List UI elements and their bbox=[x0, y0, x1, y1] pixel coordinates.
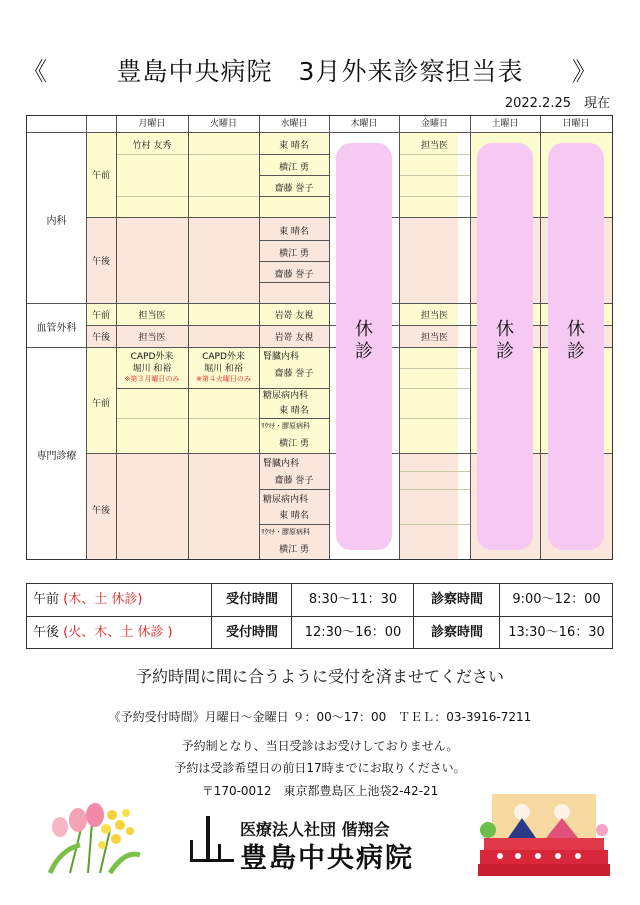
hours-am-reception: 8:30～11：30 bbox=[291, 584, 414, 616]
period-senmon-pm: 午後 bbox=[91, 506, 110, 516]
reception-message: 予約時間に間に合うように受付を済ませてください bbox=[135, 667, 504, 686]
thu-closed-capsule bbox=[336, 143, 392, 550]
title-close-bracket: 》 bbox=[572, 57, 599, 86]
hours-pm-reception: 12:30～16：00 bbox=[291, 617, 414, 649]
kekkan-mon-am: 担当医 bbox=[138, 311, 166, 321]
naika-wed-am-3: 齋藤 誉子 bbox=[274, 184, 314, 194]
senmon-mon-note: ※第３月曜日のみ bbox=[124, 375, 180, 383]
row-line bbox=[399, 471, 470, 472]
naika-wed-pm-2: 横江 勇 bbox=[279, 249, 309, 259]
sun-closed-capsule bbox=[548, 143, 604, 550]
senmon-tue-note: ※第４火曜日のみ bbox=[196, 375, 251, 383]
header-wed: 水曜日 bbox=[280, 119, 308, 129]
naika-fri-am: 担当医 bbox=[420, 141, 448, 151]
row-line bbox=[259, 240, 329, 241]
schedule-table bbox=[26, 115, 613, 560]
naika-wed-pm-1: 東 晴名 bbox=[279, 227, 309, 237]
as-of-date: 2022.2.25 現在 bbox=[504, 96, 610, 111]
hours-pm-label: 午後 (火、木、土 休診 ) bbox=[33, 625, 173, 640]
senmon-wed-am-dept-1: 腎臓内科 bbox=[263, 352, 300, 362]
flowers-illustration bbox=[30, 795, 148, 875]
senmon-wed-pm-doc-3: 横江 勇 bbox=[279, 545, 309, 555]
title-open-bracket: 《 bbox=[22, 57, 49, 86]
hours-table bbox=[26, 583, 613, 649]
senmon-wed-pm-doc-1: 齋藤 誉子 bbox=[274, 476, 314, 486]
logo-hospital-name: 豊島中央病院 bbox=[240, 843, 414, 874]
reservation-info: 《予約受付時間》月曜日～金曜日 ９：00～17：00 ＴＥＬ：03-3916-7211 bbox=[108, 710, 532, 724]
header-thu: 木曜日 bbox=[350, 119, 378, 129]
header-fri: 金曜日 bbox=[420, 119, 448, 129]
dept-senmon: 専門診療 bbox=[36, 451, 77, 462]
hours-am-closed: (木、土 休診) bbox=[63, 592, 143, 607]
sat-closed-text: 休 診 bbox=[496, 319, 514, 362]
row-line bbox=[399, 175, 470, 176]
row-line bbox=[399, 524, 470, 525]
senmon-wed-am-dept-2: 糖尿病内科 bbox=[263, 391, 309, 401]
hours-am-exam-label: 診察時間 bbox=[413, 584, 500, 616]
hours-row-pm bbox=[27, 617, 612, 649]
row-line bbox=[259, 261, 329, 262]
page-title bbox=[0, 52, 640, 88]
kekkan-wed-pm: 岩嵜 友視 bbox=[274, 333, 314, 343]
header-divider bbox=[27, 132, 612, 133]
row-line bbox=[399, 196, 470, 197]
row-line bbox=[399, 154, 470, 155]
col-line bbox=[540, 116, 541, 559]
kekkan-fri-pm: 担当医 bbox=[420, 333, 448, 343]
period-kekkan-am: 午前 bbox=[91, 311, 110, 321]
hours-am-label: 午前 (木、土 休診) bbox=[33, 592, 143, 607]
thu-closed-text: 休 診 bbox=[355, 319, 373, 362]
hours-pm-reception-label: 受付時間 bbox=[211, 617, 292, 649]
period-naika-pm: 午後 bbox=[91, 257, 110, 267]
row-line bbox=[259, 154, 329, 155]
senmon-wed-am-doc-3: 横江 勇 bbox=[279, 439, 309, 449]
row-line bbox=[399, 418, 470, 419]
naika-wed-pm-3: 齋藤 誉子 bbox=[274, 270, 314, 280]
row-line bbox=[259, 418, 329, 419]
row-line bbox=[399, 388, 470, 389]
senmon-wed-am-doc-1: 齋藤 誉子 bbox=[274, 369, 314, 379]
hospital-logo-mark bbox=[186, 812, 236, 868]
senmon-tue-dept: CAPD外来 bbox=[202, 352, 245, 362]
kekkan-fri-am: 担当医 bbox=[420, 311, 448, 321]
header-tue: 火曜日 bbox=[209, 119, 237, 129]
row-line bbox=[399, 368, 470, 369]
senmon-wed-am-dept-3: ﾘｳﾏﾁ・膠原病科 bbox=[261, 422, 310, 430]
hours-am-exam: 9:00～12：00 bbox=[499, 584, 613, 616]
senmon-wed-pm-dept-1: 腎臓内科 bbox=[263, 459, 300, 469]
senmon-wed-pm-dept-2: 糖尿病内科 bbox=[263, 495, 309, 505]
sat-closed-capsule bbox=[477, 143, 533, 550]
notice-walkin: 予約制となり、当日受診はお受けしておりません。 bbox=[181, 739, 459, 753]
senmon-wed-pm-dept-3: ﾘｳﾏﾁ・膠原病科 bbox=[261, 528, 310, 536]
senmon-mon-dept: CAPD外来 bbox=[130, 352, 174, 362]
hours-pm-exam-label: 診察時間 bbox=[413, 617, 500, 649]
period-senmon-am: 午前 bbox=[91, 399, 110, 409]
sun-closed-text: 休 診 bbox=[567, 319, 585, 362]
hours-pm-closed: (火、木、土 休診 ) bbox=[63, 625, 173, 640]
header-mon: 月曜日 bbox=[138, 119, 166, 129]
row-line bbox=[259, 282, 329, 283]
senmon-wed-pm-doc-2: 東 晴名 bbox=[279, 511, 309, 521]
period-naika-am: 午前 bbox=[91, 171, 110, 181]
hours-pm-exam: 13:30～16：30 bbox=[499, 617, 613, 649]
dept-naika: 内科 bbox=[46, 216, 67, 227]
header-sun: 日曜日 bbox=[562, 119, 590, 129]
row-line bbox=[259, 196, 329, 197]
col-line bbox=[188, 116, 189, 559]
kekkan-mon-pm: 担当医 bbox=[138, 333, 166, 343]
logo-corporation: 医療法人社団 偕翔会 bbox=[240, 820, 390, 839]
senmon-wed-am-doc-2: 東 晴名 bbox=[279, 406, 309, 416]
period-kekkan-pm: 午後 bbox=[91, 333, 110, 343]
col-line bbox=[329, 116, 330, 559]
hina-dolls-illustration bbox=[478, 790, 613, 878]
header-sat: 土曜日 bbox=[491, 119, 519, 129]
title-text: 豊島中央病院 3月外来診察担当表 bbox=[116, 57, 524, 86]
hours-am-reception-label: 受付時間 bbox=[211, 584, 292, 616]
row-line bbox=[259, 524, 329, 525]
row-line bbox=[259, 489, 329, 490]
hours-row-am bbox=[27, 584, 612, 617]
address: 〒170-0012 東京都豊島区上池袋2-42-21 bbox=[201, 784, 439, 798]
naika-wed-am-1: 東 晴名 bbox=[279, 141, 309, 151]
row-line bbox=[259, 175, 329, 176]
dept-kekkan: 血管外科 bbox=[36, 323, 77, 334]
senmon-mon-doc: 堀川 和裕 bbox=[132, 364, 172, 374]
row-line bbox=[399, 489, 470, 490]
notice-deadline: 予約は受診希望日の前日17時までにお取りください。 bbox=[174, 761, 466, 775]
naika-mon-am: 竹村 友秀 bbox=[132, 141, 172, 151]
naika-wed-am-2: 横江 勇 bbox=[279, 163, 309, 173]
senmon-tue-doc: 堀川 和裕 bbox=[204, 364, 243, 374]
kekkan-wed-am: 岩嵜 友視 bbox=[274, 311, 314, 321]
col-line bbox=[470, 116, 471, 559]
